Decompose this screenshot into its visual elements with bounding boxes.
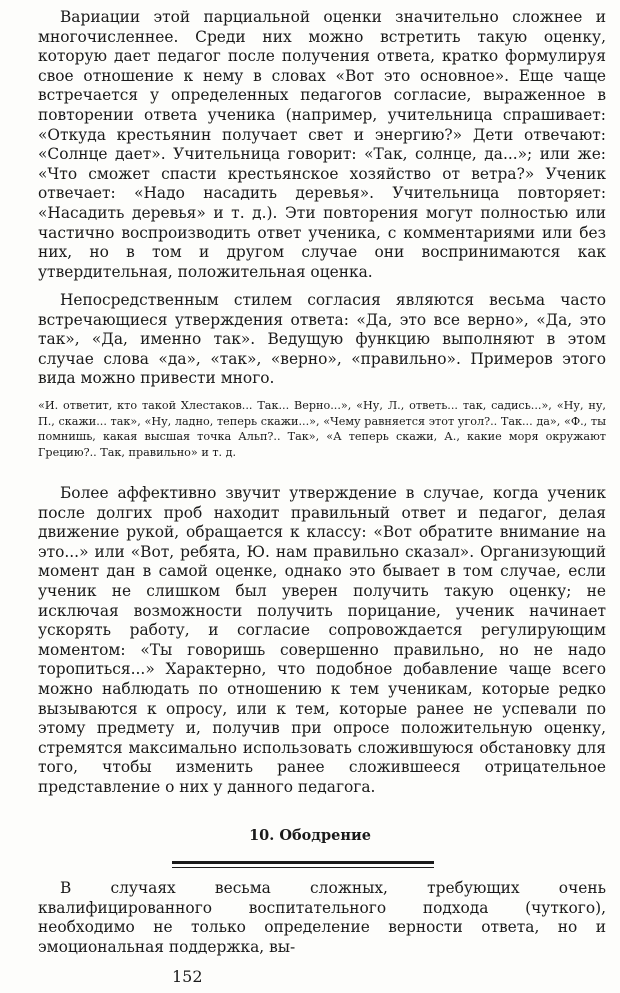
quoted-examples: «И. ответит, кто такой Хлестаков... Так... Верно...», «Ну, Л., ответь... так, садись...», «Ну, ну, П., скажи... так», «Ну, ладно, теперь скажи...», «Чему равняется этот угол?.. Так... да», «Ф., ты помнишь, какая высшая точка Альп?.. Так», «А теперь скажи, А., какие моря окружают Грецию?.. Так, правильно» и т. д. bbox=[38, 399, 606, 459]
page-number: 152 bbox=[172, 967, 203, 986]
paragraph-2: Непосредственным стилем согласия являются весьма часто встречающиеся утверждения ответа: «Да, это все верно», «Да, это так», «Да, именно так». Ведущую функцию выполняют в этом случае слова «да», «так», «верно», «правильно». Примеров этого вида можно привести много. bbox=[38, 291, 606, 388]
paragraph-3: Более аффективно звучит утверждение в случае, когда ученик после долгих проб находит правильный ответ и педагог, делая движение рукой, обращается к классу: «Вот обратите внимание на это...» или «Вот, ребята, Ю. нам правильно сказал». Организующий момент дан в самой оценке, однако это бывает в том случае, если ученик не слишком был уверен получить такую оценку; не исключая возможности получить порицание, ученик начинает ускорять работу, и согласие сопровождается регулирующим моментом: «Ты говоришь совершенно правильно, но не надо торопиться...» Характерно, что подобное добавление чаще всего можно наблюдать по отношению к тем ученикам, которые редко вызываются к опросу, или к тем, которые ранее не успевали по этому предмету и, получив при опросе положительную оценку, стремятся максимально использовать сложившуюся обстановку для того, чтобы изменить ранее сложившееся отрицательное представление о них у данного педагога. bbox=[38, 484, 606, 796]
section-rule-thick bbox=[172, 861, 434, 864]
paragraph-1: Вариации этой парциальной оценки значительно сложнее и многочисленнее. Среди них можно встретить такую оценку, которую дает педагог после получения ответа, кратко формулируя свое отношение к нему в словах «Вот это основное». Еще чаще встречается у определенных педагогов согласие, выраженное в повторении ответа ученика (например, учительница спрашивает: «Откуда крестьянин получает свет и энергию?» Дети отвечают: «Солнце дает». Учительница говорит: «Так, солнце, да...»; или же: «Что сможет спасти крестьянское хозяйство от ветра?» Ученик отвечает: «Надо насадить деревья». Учительница повторяет: «Насадить деревья» и т. д.). Эти повторения могут полностью или частично воспроизводить ответ ученика, с комментариями или без них, но в том и другом случае они воспринимаются как утвердительная, положительная оценка. bbox=[38, 8, 606, 281]
paragraph-4: В случаях весьма сложных, требующих очень квалифицированного воспитательного подхода (чуткого), необходимо не только определение верности ответа, но и эмоциональная поддержка, вы- bbox=[38, 879, 606, 956]
section-heading: 10. Ободрение bbox=[249, 827, 371, 844]
section-rule-thin bbox=[172, 867, 434, 868]
